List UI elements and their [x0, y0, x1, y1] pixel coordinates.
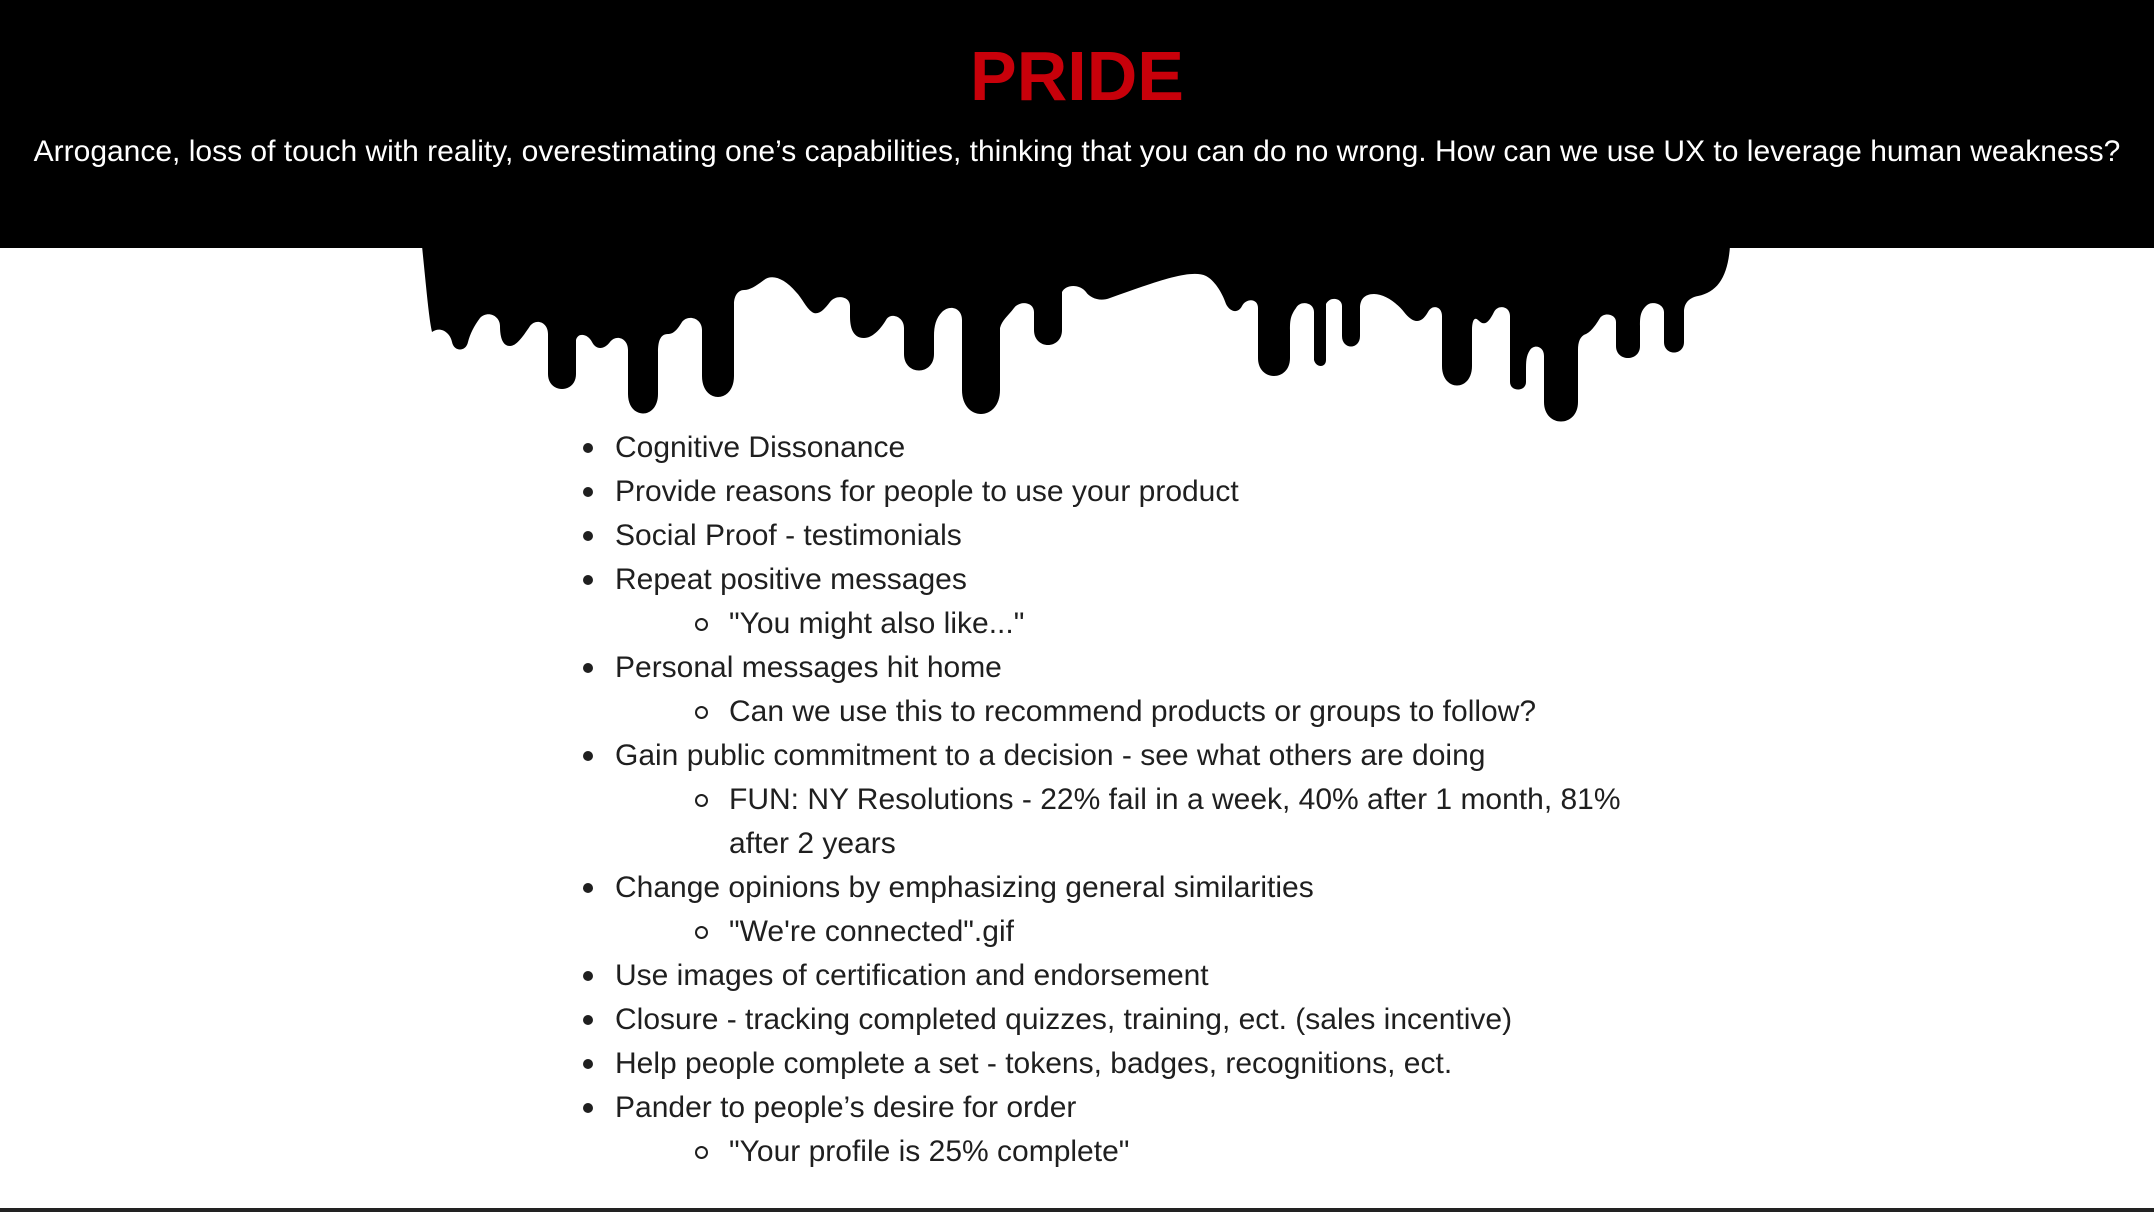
slide-subtitle: Arrogance, loss of touch with reality, overestimating one’s capabilities, thinking that you can do no wrong. How can we use UX to leverage human weakness? [33, 135, 2121, 168]
list-item [583, 470, 1603, 514]
list-item [583, 558, 1603, 602]
list-item-text: Pander to people’s desire for order [615, 1091, 1077, 1124]
list-item-text: Repeat positive messages [615, 563, 967, 596]
bullet-dot-icon [583, 751, 593, 761]
bullet-dot-icon [583, 883, 593, 893]
bullet-dot-icon [583, 443, 593, 453]
list-item [583, 954, 1603, 998]
list-item-text: Change opinions by emphasizing general similarities [615, 871, 1314, 904]
list-item-text: Closure - tracking completed quizzes, training, ect. (sales incentive) [615, 1003, 1513, 1036]
sub-list-item [695, 778, 1629, 866]
list-item-text: Provide reasons for people to use your product [615, 475, 1239, 508]
bullet-dot-icon [583, 531, 593, 541]
bullet-dot-icon [583, 1059, 593, 1069]
bullet-list [583, 426, 1621, 1174]
paint-drips-decoration [0, 246, 2154, 436]
list-item [583, 646, 1603, 690]
sub-list-item-text: "We're connected".gif [729, 915, 1014, 948]
sub-list-item-text: Can we use this to recommend products or groups to follow? [729, 695, 1537, 728]
bullet-circle-icon [695, 1146, 708, 1159]
list-item [583, 998, 1603, 1042]
slide-title: PRIDE [970, 37, 1184, 115]
sub-list-item [695, 1130, 1629, 1174]
list-item [583, 514, 1603, 558]
sub-list-item-text: "Your profile is 25% complete" [729, 1135, 1130, 1168]
list-item-text: Use images of certification and endorsement [615, 959, 1209, 992]
list-item [583, 866, 1603, 910]
sub-list-item [695, 690, 1629, 734]
bullet-dot-icon [583, 1015, 593, 1025]
list-item-text: Personal messages hit home [615, 651, 1002, 684]
bullet-dot-icon [583, 971, 593, 981]
bullet-circle-icon [695, 794, 708, 807]
bullet-dot-icon [583, 1103, 593, 1113]
list-item [583, 734, 1603, 778]
header-banner [0, 0, 2154, 248]
sub-list-item [695, 910, 1629, 954]
list-item-text: Help people complete a set - tokens, badges, recognitions, ect. [615, 1047, 1453, 1080]
sub-list-item-text: FUN: NY Resolutions - 22% fail in a week, 40% after 1 month, 81% after 2 years [729, 783, 1621, 860]
bullet-circle-icon [695, 618, 708, 631]
bullet-list-area [0, 426, 2154, 1186]
list-item [583, 1042, 1603, 1086]
sub-list-item-text: "You might also like..." [729, 607, 1025, 640]
list-item-text: Cognitive Dissonance [615, 431, 906, 464]
list-item-text: Gain public commitment to a decision - see what others are doing [615, 739, 1486, 772]
sub-list-item [695, 602, 1629, 646]
bullet-circle-icon [695, 926, 708, 939]
list-item [583, 1086, 1603, 1130]
bullet-circle-icon [695, 706, 708, 719]
bullet-dot-icon [583, 575, 593, 585]
bullet-dot-icon [583, 663, 593, 673]
bottom-divider [0, 1208, 2154, 1212]
bullet-dot-icon [583, 487, 593, 497]
list-item-text: Social Proof - testimonials [615, 519, 962, 552]
list-item [583, 426, 1603, 470]
